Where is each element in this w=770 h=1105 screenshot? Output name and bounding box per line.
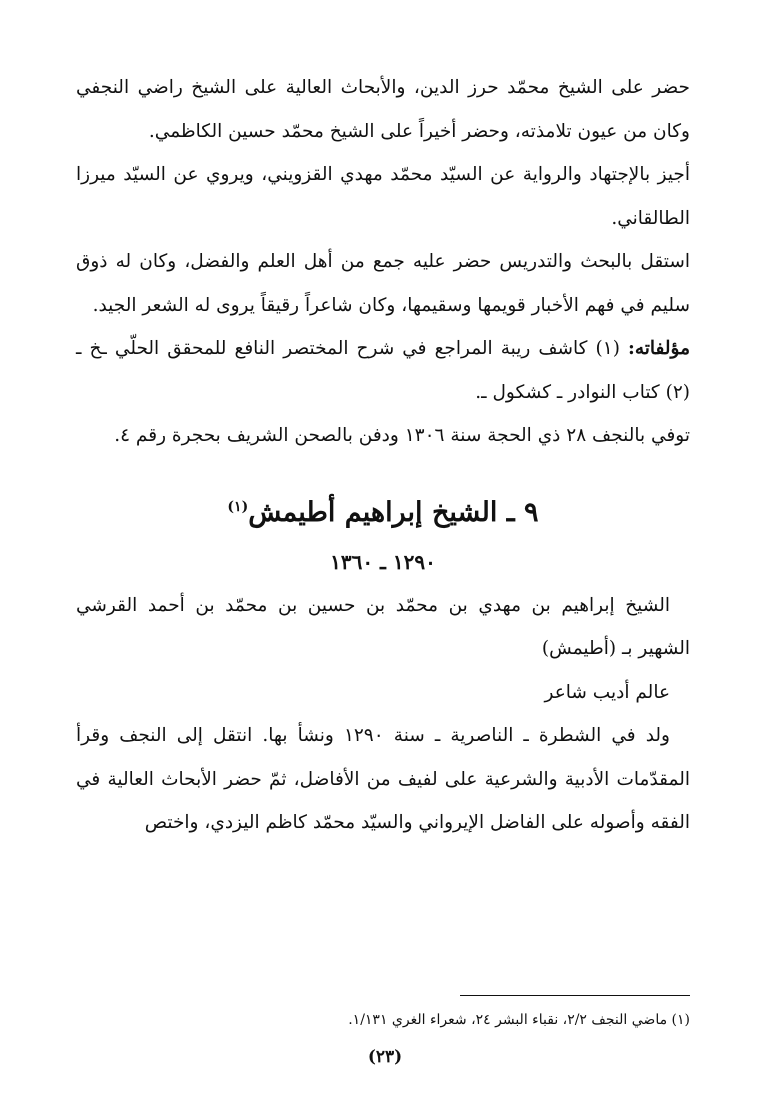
footnote-marker: (١) xyxy=(227,498,249,515)
paragraph-teachers: حضر على الشيخ محمّد حرز الدين، والأبحاث العالية على الشيخ راضي النجفي وكان من عيون تلامذته، وحضر أخيراً على الشيخ محمّد حسين الكاظمي. xyxy=(76,77,690,142)
paragraph-teaching: استقل بالبحث والتدريس حضر عليه جمع من أهل العلم والفضل، وكان له ذوق سليم في فهم الأخبار قويمها وسقيمها، وكان شاعراً رقيقاً يروى له الشعر الجيد. xyxy=(76,251,690,316)
paragraph-description: عالم أديب شاعر xyxy=(544,681,670,703)
paragraph-biography: ولد في الشطرة ـ الناصرية ـ سنة ١٢٩٠ ونشأ بها. انتقل إلى النجف وقرأ المقدّمات الأدبية والشرعية على لفيف من الأفاضل، ثمّ حضر الأبحاث العالية في الفقه وأصوله على الفاضل الإيرواني والسيّد محمّد كاظم اليزدي، واختص xyxy=(76,725,690,833)
body-text xyxy=(76,66,690,845)
entry-title xyxy=(76,480,690,540)
footnote: (١) ماضي النجف ٢/٢، نقباء البشر ٢٤، شعراء الغري ١/١٣١. xyxy=(348,1012,690,1028)
works-text: (١) كاشف ريبة المراجع في شرح المختصر النافع للمحقق الحلّي ـخ ـ (٢) كتاب النوادر ـ كشكول ـ. xyxy=(76,338,690,403)
entry-dates: ١٢٩٠ ـ ١٣٦٠ xyxy=(330,549,436,574)
paragraph-works xyxy=(76,327,690,414)
entry-title-text: ٩ ـ الشيخ إبراهيم أطيمش xyxy=(248,496,539,528)
paragraph-death: توفي بالنجف ٢٨ ذي الحجة سنة ١٣٠٦ ودفن بالصحن الشريف بحجرة رقم ٤. xyxy=(114,425,690,446)
page-number: (٢٣) xyxy=(367,1047,403,1067)
footnote-divider xyxy=(460,995,690,996)
paragraph-ijaza: أجيز بالإجتهاد والرواية عن السيّد محمّد مهدي القزويني، ويروي عن السيّد ميرزا الطالقاني. xyxy=(76,164,690,229)
paragraph-lineage: الشيخ إبراهيم بن مهدي بن محمّد بن حسين بن محمّد بن أحمد القرشي الشهير بـ (أطيمش) xyxy=(76,594,690,659)
works-label: مؤلفاته: xyxy=(628,338,690,359)
